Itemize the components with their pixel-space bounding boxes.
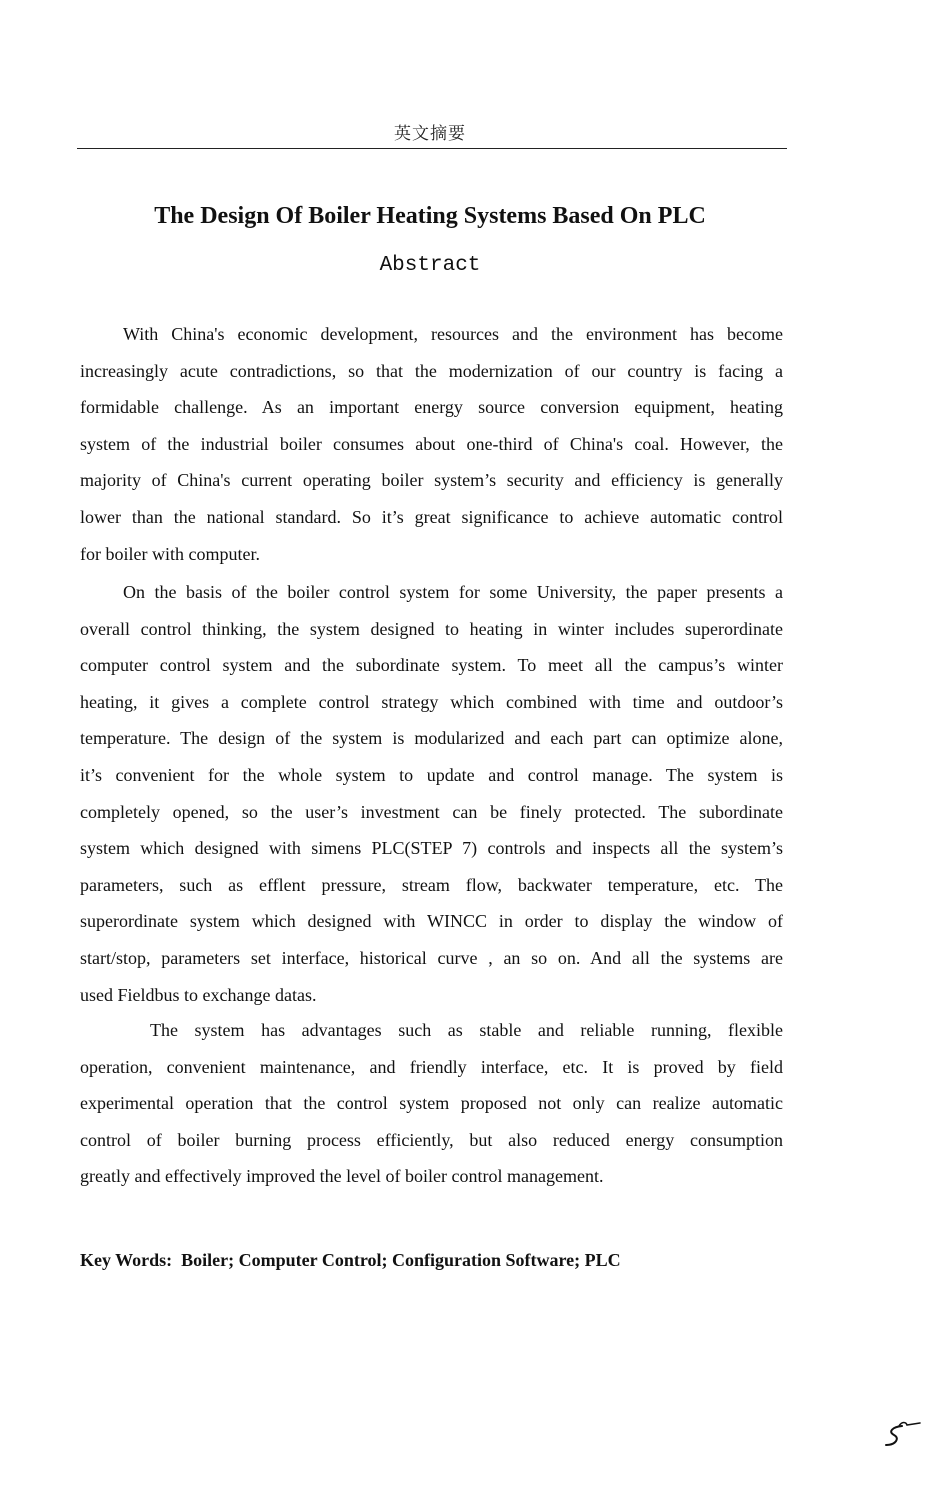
abstract-paragraph-3 — [80, 1012, 783, 1195]
text-line: computer control system and the subordinate system. To meet all the campus’s winter — [80, 655, 783, 676]
handwritten-page-number — [880, 1418, 930, 1453]
text-line: system which designed with simens PLC(STEP 7) controls and inspects all the system’s — [80, 838, 783, 859]
text-line: greatly and effectively improved the level of boiler control management. — [80, 1166, 604, 1187]
text-line: operation, convenient maintenance, and friendly interface, etc. It is proved by field — [80, 1056, 783, 1077]
text-line: completely opened, so the user’s investment can be finely protected. The subordinate — [80, 801, 783, 822]
text-line: heating, it gives a complete control strategy which combined with time and outdoor’s — [80, 691, 783, 712]
abstract-paragraph-2 — [80, 574, 783, 1013]
text-line: it’s convenient for the whole system to update and control manage. The system is — [80, 764, 783, 785]
text-line: parameters, such as efflent pressure, stream flow, backwater temperature, etc. The — [80, 874, 783, 895]
page-number-5-icon — [880, 1418, 930, 1448]
text-line: used Fieldbus to exchange datas. — [80, 984, 317, 1005]
text-line: With China's economic development, resources and the environment has become — [123, 324, 783, 344]
running-header: 英文摘要 — [394, 124, 466, 144]
text-line: system of the industrial boiler consumes about one-third of China's coal. However, the — [80, 433, 783, 454]
text-line: lower than the national standard. So it’s great significance to achieve automatic control — [80, 506, 783, 527]
keywords — [80, 1250, 621, 1271]
section-heading: Abstract — [379, 254, 481, 277]
keywords-value: Boiler; Computer Control; Configuration Software; PLC — [181, 1250, 621, 1270]
text-line: The system has advantages such as stable and reliable running, flexible — [150, 1020, 783, 1040]
text-line: On the basis of the boiler control system for some University, the paper presents a — [123, 582, 783, 602]
text-line: increasingly acute contradictions, so that the modernization of our country is facing a — [80, 360, 783, 381]
header-rule — [77, 148, 787, 149]
text-line: start/stop, parameters set interface, historical curve , an so on. And all the systems are — [80, 947, 783, 968]
text-line: superordinate system which designed with WINCC in order to display the window of — [80, 911, 783, 932]
document-title: The Design Of Boiler Heating Systems Based On PLC — [154, 203, 706, 229]
text-line: experimental operation that the control system proposed not only can realize automatic — [80, 1093, 783, 1114]
text-line: overall control thinking, the system designed to heating in winter includes superordinate — [80, 618, 783, 639]
text-line: majority of China's current operating boiler system’s security and efficiency is generally — [80, 470, 783, 491]
keywords-label: Key Words: — [80, 1250, 173, 1270]
abstract-paragraph-1 — [80, 316, 783, 572]
text-line: temperature. The design of the system is modularized and each part can optimize alone, — [80, 728, 783, 749]
text-line: formidable challenge. As an important energy source conversion equipment, heating — [80, 397, 783, 418]
text-line: for boiler with computer. — [80, 543, 260, 564]
text-line: control of boiler burning process efficiently, but also reduced energy consumption — [80, 1129, 783, 1150]
